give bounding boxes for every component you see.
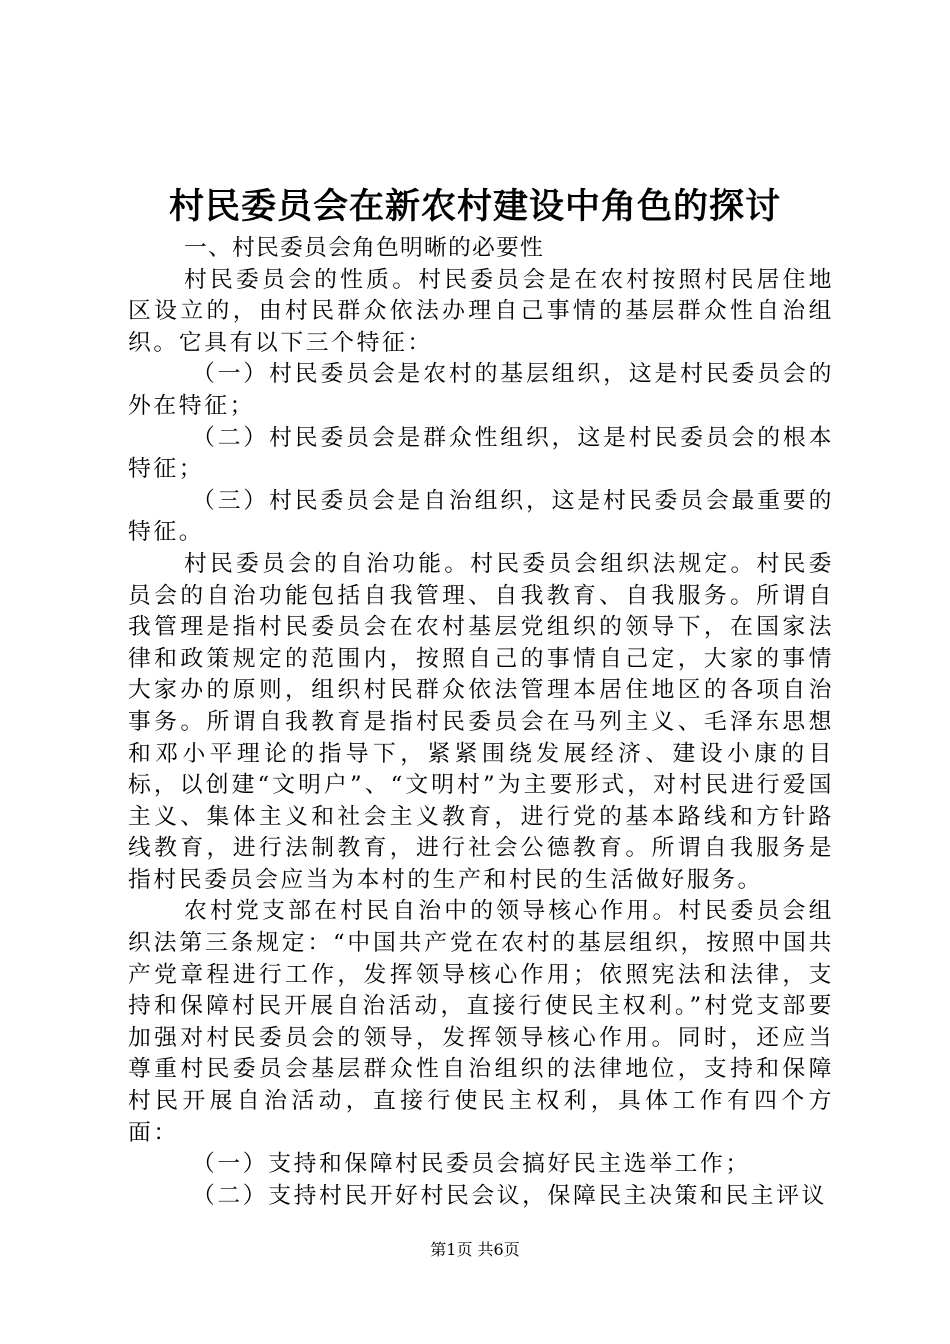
list-item-feature-2: （二）村民委员会是群众性组织，这是村民委员会的根本特征； xyxy=(128,424,834,483)
paragraph-party-branch-role: 农村党支部在村民自治中的领导核心作用。村民委员会组织法第三条规定：“中国共产党在农村的基层组织，按照中国共产党章程进行工作，发挥领导核心作用；依照宪法和法律，支持和保障村民开展自治活动，直接行使民主权利。”村党支部要加强对村民委员会的领导，发挥领导核心作用。同时，还应当尊重村民委员会基层群众性自治组织的法律地位，支持和保障村民开展自治活动，直接行使民主权利，具体工作有四个方面： xyxy=(128,898,834,1146)
list-item-support-1: （一）支持和保障村民委员会搞好民主选举工作； xyxy=(192,1151,751,1178)
list-item-feature-3: （三）村民委员会是自治组织，这是村民委员会最重要的特征。 xyxy=(128,487,834,546)
list-item-support-2: （二）支持村民开好村民会议，保障民主决策和民主评议 xyxy=(192,1182,827,1209)
section-heading: 一、村民委员会角色明晰的必要性 xyxy=(184,235,544,261)
paragraph-nature: 村民委员会的性质。村民委员会是在农村按照村民居住地区设立的，由村民群众依法办理自己事情的基层群众性自治组织。它具有以下三个特征： xyxy=(128,266,834,356)
document-body xyxy=(128,233,834,1212)
list-item-feature-1: （一）村民委员会是农村的基层组织，这是村民委员会的外在特征； xyxy=(128,361,834,419)
page-footer: 第1页 共6页 xyxy=(430,1240,520,1259)
paragraph-autonomy-function: 村民委员会的自治功能。村民委员会组织法规定。村民委员会的自治功能包括自我管理、自我教育、自我服务。所谓自我管理是指村民委员会在农村基层党组织的领导下，在国家法律和政策规定的范围内，按照自己的事情自己定，大家的事情大家办的原则，组织村民群众依法管理本居住地区的各项自治事务。所谓自我教育是指村民委员会在马列主义、毛泽东思想和邓小平理论的指导下，紧紧围绕发展经济、建设小康的目标，以创建“文明户”、“文明村”为主要形式，对村民进行爱国主义、集体主义和社会主义教育，进行党的基本路线和方针路线教育，进行法制教育，进行社会公德教育。所谓自我服务是指村民委员会应当为本村的生产和村民的生活做好服务。 xyxy=(128,550,834,893)
document-title: 村民委员会在新农村建设中角色的探讨 xyxy=(168,187,781,227)
